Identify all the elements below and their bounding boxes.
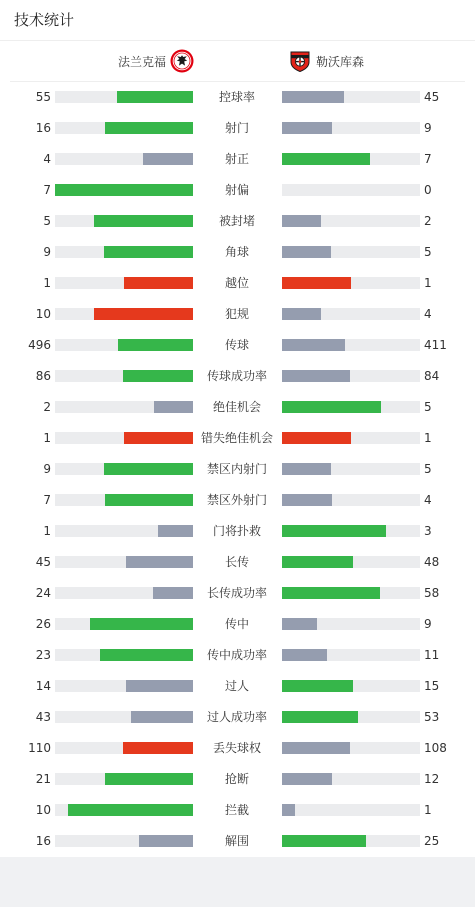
away-stat-value: 48 [424,555,440,569]
stats-list [0,81,475,856]
away-stat-value: 108 [424,741,447,755]
away-stat-value: 7 [424,152,432,166]
stat-row [0,732,475,763]
stat-label: 长传成功率 [206,586,267,600]
stat-row [0,422,475,453]
away-stat-bar [282,215,420,227]
away-stat-value: 411 [424,338,447,352]
eintracht-frankfurt-crest-icon [170,49,194,73]
away-stat-value: 1 [424,431,432,445]
away-stat-value: 4 [424,307,432,321]
home-stat-bar [55,494,193,506]
away-stat-bar-fill [282,556,353,568]
home-stat-bar-fill [104,463,193,475]
home-stat-value: 496 [28,338,51,352]
away-stat-bar-fill [282,122,332,134]
stat-label: 抢断 [224,772,249,786]
home-stat-value: 5 [43,214,51,228]
home-stat-bar-fill [154,401,193,413]
home-stat-bar-fill [68,804,193,816]
home-stat-value: 7 [43,493,51,507]
stat-row [0,81,475,112]
home-stat-bar [55,587,193,599]
stat-label: 被封堵 [218,214,255,228]
stat-row [0,608,475,639]
home-stat-bar [55,370,193,382]
home-stat-bar-fill [131,711,193,723]
away-stat-bar-fill [282,587,380,599]
home-stat-bar-fill [90,618,193,630]
home-stat-bar-fill [100,649,193,661]
away-stat-bar-fill [282,494,332,506]
home-stat-bar-fill [104,246,193,258]
away-stat-bar [282,91,420,103]
home-stat-value: 23 [35,648,51,662]
home-stat-value: 10 [35,803,51,817]
home-stat-value: 1 [43,276,51,290]
home-stat-bar [55,463,193,475]
away-stat-bar [282,835,420,847]
away-stat-bar [282,711,420,723]
away-stat-bar-fill [282,711,358,723]
stat-row [0,670,475,701]
home-stat-bar [55,835,193,847]
home-stat-value: 7 [43,183,51,197]
stat-row [0,639,475,670]
stat-label: 传中 [224,617,249,631]
home-stat-value: 26 [35,617,51,631]
away-stat-value: 9 [424,121,432,135]
away-stat-bar [282,339,420,351]
away-stat-bar-fill [282,401,381,413]
home-stat-bar [55,432,193,444]
home-stat-bar [55,742,193,754]
home-team-header[interactable] [118,48,194,74]
home-stat-bar [55,339,193,351]
bayer-leverkusen-crest-icon [288,49,312,73]
home-stat-bar-fill [105,122,193,134]
stat-label: 射偏 [224,183,249,197]
away-stat-bar [282,649,420,661]
away-stat-bar [282,618,420,630]
home-stat-value: 21 [35,772,51,786]
stat-row [0,143,475,174]
stat-label: 过人 [224,679,249,693]
away-stat-value: 1 [424,803,432,817]
away-stat-value: 58 [424,586,440,600]
stat-row [0,484,475,515]
away-stat-bar [282,680,420,692]
home-stat-bar-fill [124,277,193,289]
away-stat-value: 9 [424,617,432,631]
home-stat-value: 1 [43,524,51,538]
stat-row [0,825,475,856]
stat-label: 解围 [224,834,249,848]
away-stat-bar-fill [282,773,332,785]
away-stat-value: 4 [424,493,432,507]
home-stat-value: 9 [43,245,51,259]
away-stat-bar-fill [282,277,351,289]
stat-row [0,577,475,608]
home-stat-bar [55,308,193,320]
home-stat-bar-fill [105,773,193,785]
away-stat-bar [282,370,420,382]
stat-row [0,236,475,267]
home-stat-bar [55,184,193,196]
away-stat-value: 2 [424,214,432,228]
home-stat-bar-fill [126,680,193,692]
away-stat-bar-fill [282,680,353,692]
home-stat-bar-fill [55,184,193,196]
away-stat-bar-fill [282,525,386,537]
home-stat-bar-fill [123,742,193,754]
home-stat-bar-fill [105,494,193,506]
home-stat-bar [55,556,193,568]
home-stat-bar-fill [124,432,193,444]
stat-label: 传球成功率 [206,369,267,383]
home-stat-value: 110 [28,741,51,755]
home-stat-value: 9 [43,462,51,476]
away-stat-bar [282,773,420,785]
away-stat-value: 5 [424,245,432,259]
away-stat-bar-fill [282,215,321,227]
stat-label: 绝佳机会 [212,400,261,414]
away-stat-bar [282,587,420,599]
away-stat-bar-fill [282,742,350,754]
away-stat-value: 3 [424,524,432,538]
home-stat-value: 4 [43,152,51,166]
stat-label: 犯规 [224,307,249,321]
home-stat-bar [55,246,193,258]
away-stat-value: 15 [424,679,440,693]
home-stat-bar [55,401,193,413]
away-stat-value: 5 [424,400,432,414]
home-stat-bar-fill [153,587,193,599]
stat-label: 越位 [224,276,249,290]
home-stat-bar-fill [117,91,193,103]
stat-row [0,174,475,205]
stat-label: 禁区外射门 [206,493,267,507]
away-stat-bar [282,525,420,537]
home-stat-bar-fill [143,153,193,165]
away-stat-bar [282,463,420,475]
home-stat-value: 55 [35,90,51,104]
away-stat-bar [282,277,420,289]
home-stat-bar [55,680,193,692]
home-stat-bar [55,122,193,134]
stat-label: 角球 [224,245,249,259]
home-stat-value: 2 [43,400,51,414]
away-stat-bar-fill [282,246,331,258]
away-stat-bar-fill [282,432,351,444]
away-stat-bar [282,401,420,413]
home-stat-bar [55,711,193,723]
home-stat-bar-fill [126,556,193,568]
home-stat-bar [55,91,193,103]
stat-label: 过人成功率 [206,710,267,724]
home-stat-value: 16 [35,121,51,135]
away-stat-bar-fill [282,463,331,475]
home-stat-value: 86 [35,369,51,383]
away-stat-value: 11 [424,648,440,662]
away-team-name: 勒沃库森 [316,54,365,69]
home-stat-value: 24 [35,586,51,600]
stat-row [0,267,475,298]
stat-row [0,329,475,360]
away-stat-bar [282,804,420,816]
stat-row [0,763,475,794]
away-stat-bar-fill [282,649,327,661]
away-stat-bar [282,556,420,568]
stat-row [0,360,475,391]
away-stat-bar-fill [282,370,350,382]
stat-label: 长传 [224,555,249,569]
home-stat-bar [55,618,193,630]
away-stat-value: 12 [424,772,440,786]
away-stat-bar-fill [282,339,345,351]
away-stat-value: 84 [424,369,440,383]
stat-row [0,453,475,484]
away-stat-bar [282,742,420,754]
home-stat-bar-fill [118,339,193,351]
away-stat-bar [282,494,420,506]
home-stat-bar [55,773,193,785]
stat-label: 禁区内射门 [206,462,267,476]
home-team-name: 法兰克福 [118,54,167,69]
home-stat-value: 10 [35,307,51,321]
home-stat-value: 16 [35,834,51,848]
away-stat-value: 25 [424,834,440,848]
stat-label: 门将扑救 [212,524,261,538]
home-stat-bar-fill [158,525,193,537]
away-stat-bar-fill [282,153,370,165]
away-stat-bar-fill [282,618,317,630]
stat-row [0,515,475,546]
section-title: 技术统计 [14,11,75,29]
away-stat-value: 5 [424,462,432,476]
stat-row [0,298,475,329]
stat-label: 控球率 [218,90,255,104]
home-stat-value: 1 [43,431,51,445]
home-stat-bar-fill [94,215,193,227]
away-stat-bar [282,122,420,134]
away-stat-value: 1 [424,276,432,290]
stat-label: 丢失球权 [212,741,261,755]
away-stat-value: 45 [424,90,440,104]
away-team-header[interactable] [288,48,364,74]
home-stat-value: 45 [35,555,51,569]
away-stat-bar-fill [282,804,295,816]
away-stat-bar [282,246,420,258]
stat-label: 拦截 [224,803,249,817]
home-stat-bar [55,649,193,661]
stat-label: 射门 [224,121,249,135]
home-stat-bar-fill [139,835,193,847]
stat-row [0,112,475,143]
away-stat-bar-fill [282,308,321,320]
title-divider [0,40,475,41]
away-stat-bar [282,432,420,444]
home-stat-bar [55,804,193,816]
away-stat-value: 53 [424,710,440,724]
stat-row [0,794,475,825]
home-stat-bar [55,215,193,227]
home-stat-bar [55,525,193,537]
home-stat-bar-fill [123,370,193,382]
stat-row [0,391,475,422]
stat-row [0,701,475,732]
home-stat-bar-fill [94,308,193,320]
away-stat-value: 0 [424,183,432,197]
away-stat-bar [282,153,420,165]
home-stat-bar [55,277,193,289]
home-stat-value: 14 [35,679,51,693]
stat-row [0,546,475,577]
away-stat-bar [282,308,420,320]
home-stat-value: 43 [35,710,51,724]
stat-label: 射正 [224,152,249,166]
away-stat-bar [282,184,420,196]
stat-label: 传中成功率 [206,648,267,662]
stat-label: 传球 [224,338,249,352]
stat-label: 错失绝佳机会 [200,431,273,445]
away-stat-bar-fill [282,91,344,103]
away-stat-bar-fill [282,835,366,847]
home-stat-bar [55,153,193,165]
stat-row [0,205,475,236]
